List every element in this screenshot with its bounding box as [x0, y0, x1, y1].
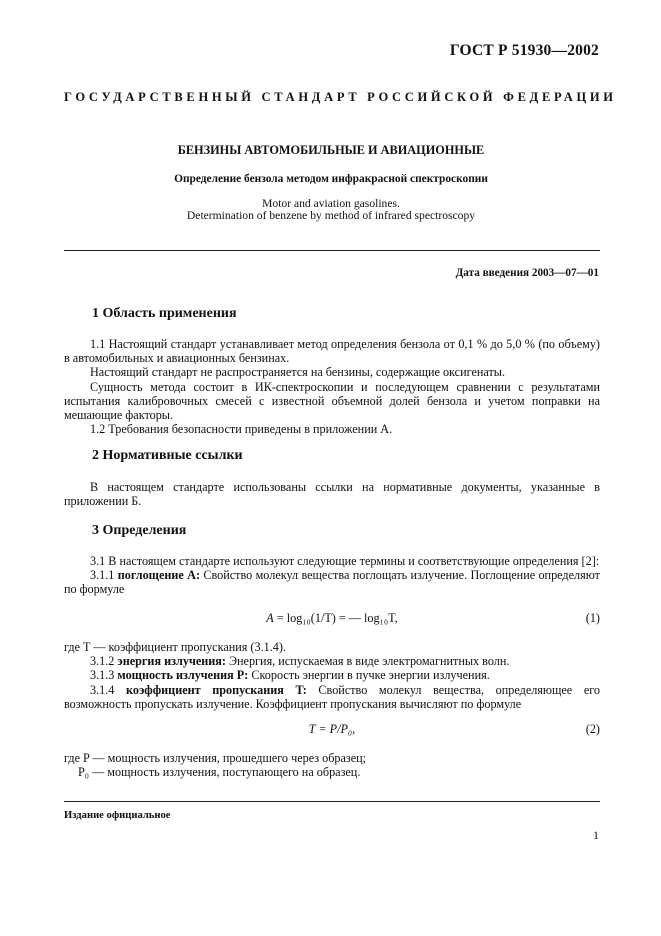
paragraph-3-1-2 — [64, 654, 600, 668]
formula-2-where-p: где P — мощность излучения, прошедшего через образец; — [64, 751, 367, 765]
paragraph-3-1-2-number: 3.1.2 — [90, 654, 115, 669]
formula-1-rhs: = log₁₀(1/T) = — log₁₀T, — [273, 611, 398, 625]
section-3-definitions — [64, 640, 600, 711]
top-divider — [64, 250, 600, 251]
term-radiant-power: мощность излучения P: — [117, 668, 249, 683]
formula-2-number: (2) — [585, 722, 600, 736]
paragraph-3-1-4-number: 3.1.4 — [90, 682, 115, 697]
english-title-line-2: Determination of benzene by method of infrared spectroscopy — [186, 209, 476, 222]
paragraph-3-1-2-text: Энергия, испускаемая в виде электромагнитных волн. — [228, 654, 510, 669]
formula-2-legend — [64, 751, 600, 779]
introduction-date: Дата введения 2003—07—01 — [455, 267, 599, 279]
paragraph-1-1-note: Настоящий стандарт не распространяется на бензины, содержащие оксигенаты. — [90, 365, 506, 380]
formula-1-number: (1) — [585, 611, 600, 625]
section-1-heading: 1 Область применения — [92, 306, 237, 321]
paragraph-2: В настоящем стандарте использованы ссылки на нормативные документы, указанные в приложении Б. — [64, 480, 600, 509]
page-number: 1 — [593, 828, 599, 842]
formula-1-expression — [64, 611, 600, 625]
section-2-heading: 2 Нормативные ссылки — [92, 448, 243, 463]
edition-label: Издание официальное — [64, 810, 171, 821]
formula-1-where: где T — коэффициент пропускания (3.1.4). — [64, 640, 286, 654]
paragraph-3-1: 3.1 В настоящем стандарте используют следующие термины и соответствующие определения [2]: — [90, 554, 600, 568]
formula-2-where-p0: P₀ — мощность излучения, поступающего на образец. — [78, 765, 361, 780]
document-title: БЕНЗИНЫ АВТОМОБИЛЬНЫЕ И АВИАЦИОННЫЕ — [177, 143, 485, 157]
section-3-body — [64, 554, 600, 597]
formula-1 — [64, 611, 600, 627]
paragraph-3-1-1-text: Свойство молекул вещества поглощать излучение. Поглощение определяют по формуле — [64, 568, 600, 597]
paragraph-1-1-method: Сущность метода состоит в ИК-спектроскопии и последующем сравнении с результатами испытания калибровочных смесей с известной объемной долей бензола и учетом поправки на мешающие факторы. — [64, 379, 600, 423]
term-radiant-energy: энергия излучения: — [117, 654, 226, 669]
paragraph-3-1-4-text: Свойство молекул вещества, определяющее его возможность пропускать излучение. Коэффициент пропускания вычисляют по формуле — [64, 682, 601, 711]
formula-1-lhs: A — [266, 611, 274, 625]
paragraph-3-1-4 — [64, 683, 600, 711]
formula-2-expression: T = P/P₀, — [308, 722, 356, 736]
bottom-divider — [64, 801, 600, 802]
paragraph-1-1: 1.1 Настоящий стандарт устанавливает метод определения бензола от 0,1 % до 5,0 % (по объему) в автомобильных и авиационных бензинах. — [64, 337, 600, 366]
formula-2 — [64, 722, 600, 738]
paragraph-3-1-3 — [64, 668, 600, 682]
standard-title: ГОСУДАРСТВЕННЫЙ СТАНДАРТ РОССИЙСКОЙ ФЕДЕРАЦИИ — [64, 90, 617, 104]
paragraph-3-1-1 — [64, 568, 600, 596]
paragraph-1-2: 1.2 Требования безопасности приведены в приложении А. — [90, 422, 393, 437]
section-3-heading: 3 Определения — [92, 523, 187, 538]
paragraph-3-1-1-number: 3.1.1 — [90, 568, 115, 583]
section-1-body — [64, 337, 600, 436]
term-absorption: поглощение A: — [117, 568, 201, 583]
term-transmittance: коэффициент пропускания T: — [126, 682, 307, 697]
english-title-line-1: Motor and aviation gasolines. — [262, 197, 400, 210]
paragraph-3-1-3-text: Скорость энергии в пучке энергии излучения. — [251, 668, 490, 683]
document-number: ГОСТ Р 51930—2002 — [449, 42, 599, 59]
section-2-body — [64, 480, 600, 508]
document-subtitle: Определение бензола методом инфракрасной спектроскопии — [174, 173, 488, 185]
paragraph-3-1-3-number: 3.1.3 — [90, 668, 115, 683]
